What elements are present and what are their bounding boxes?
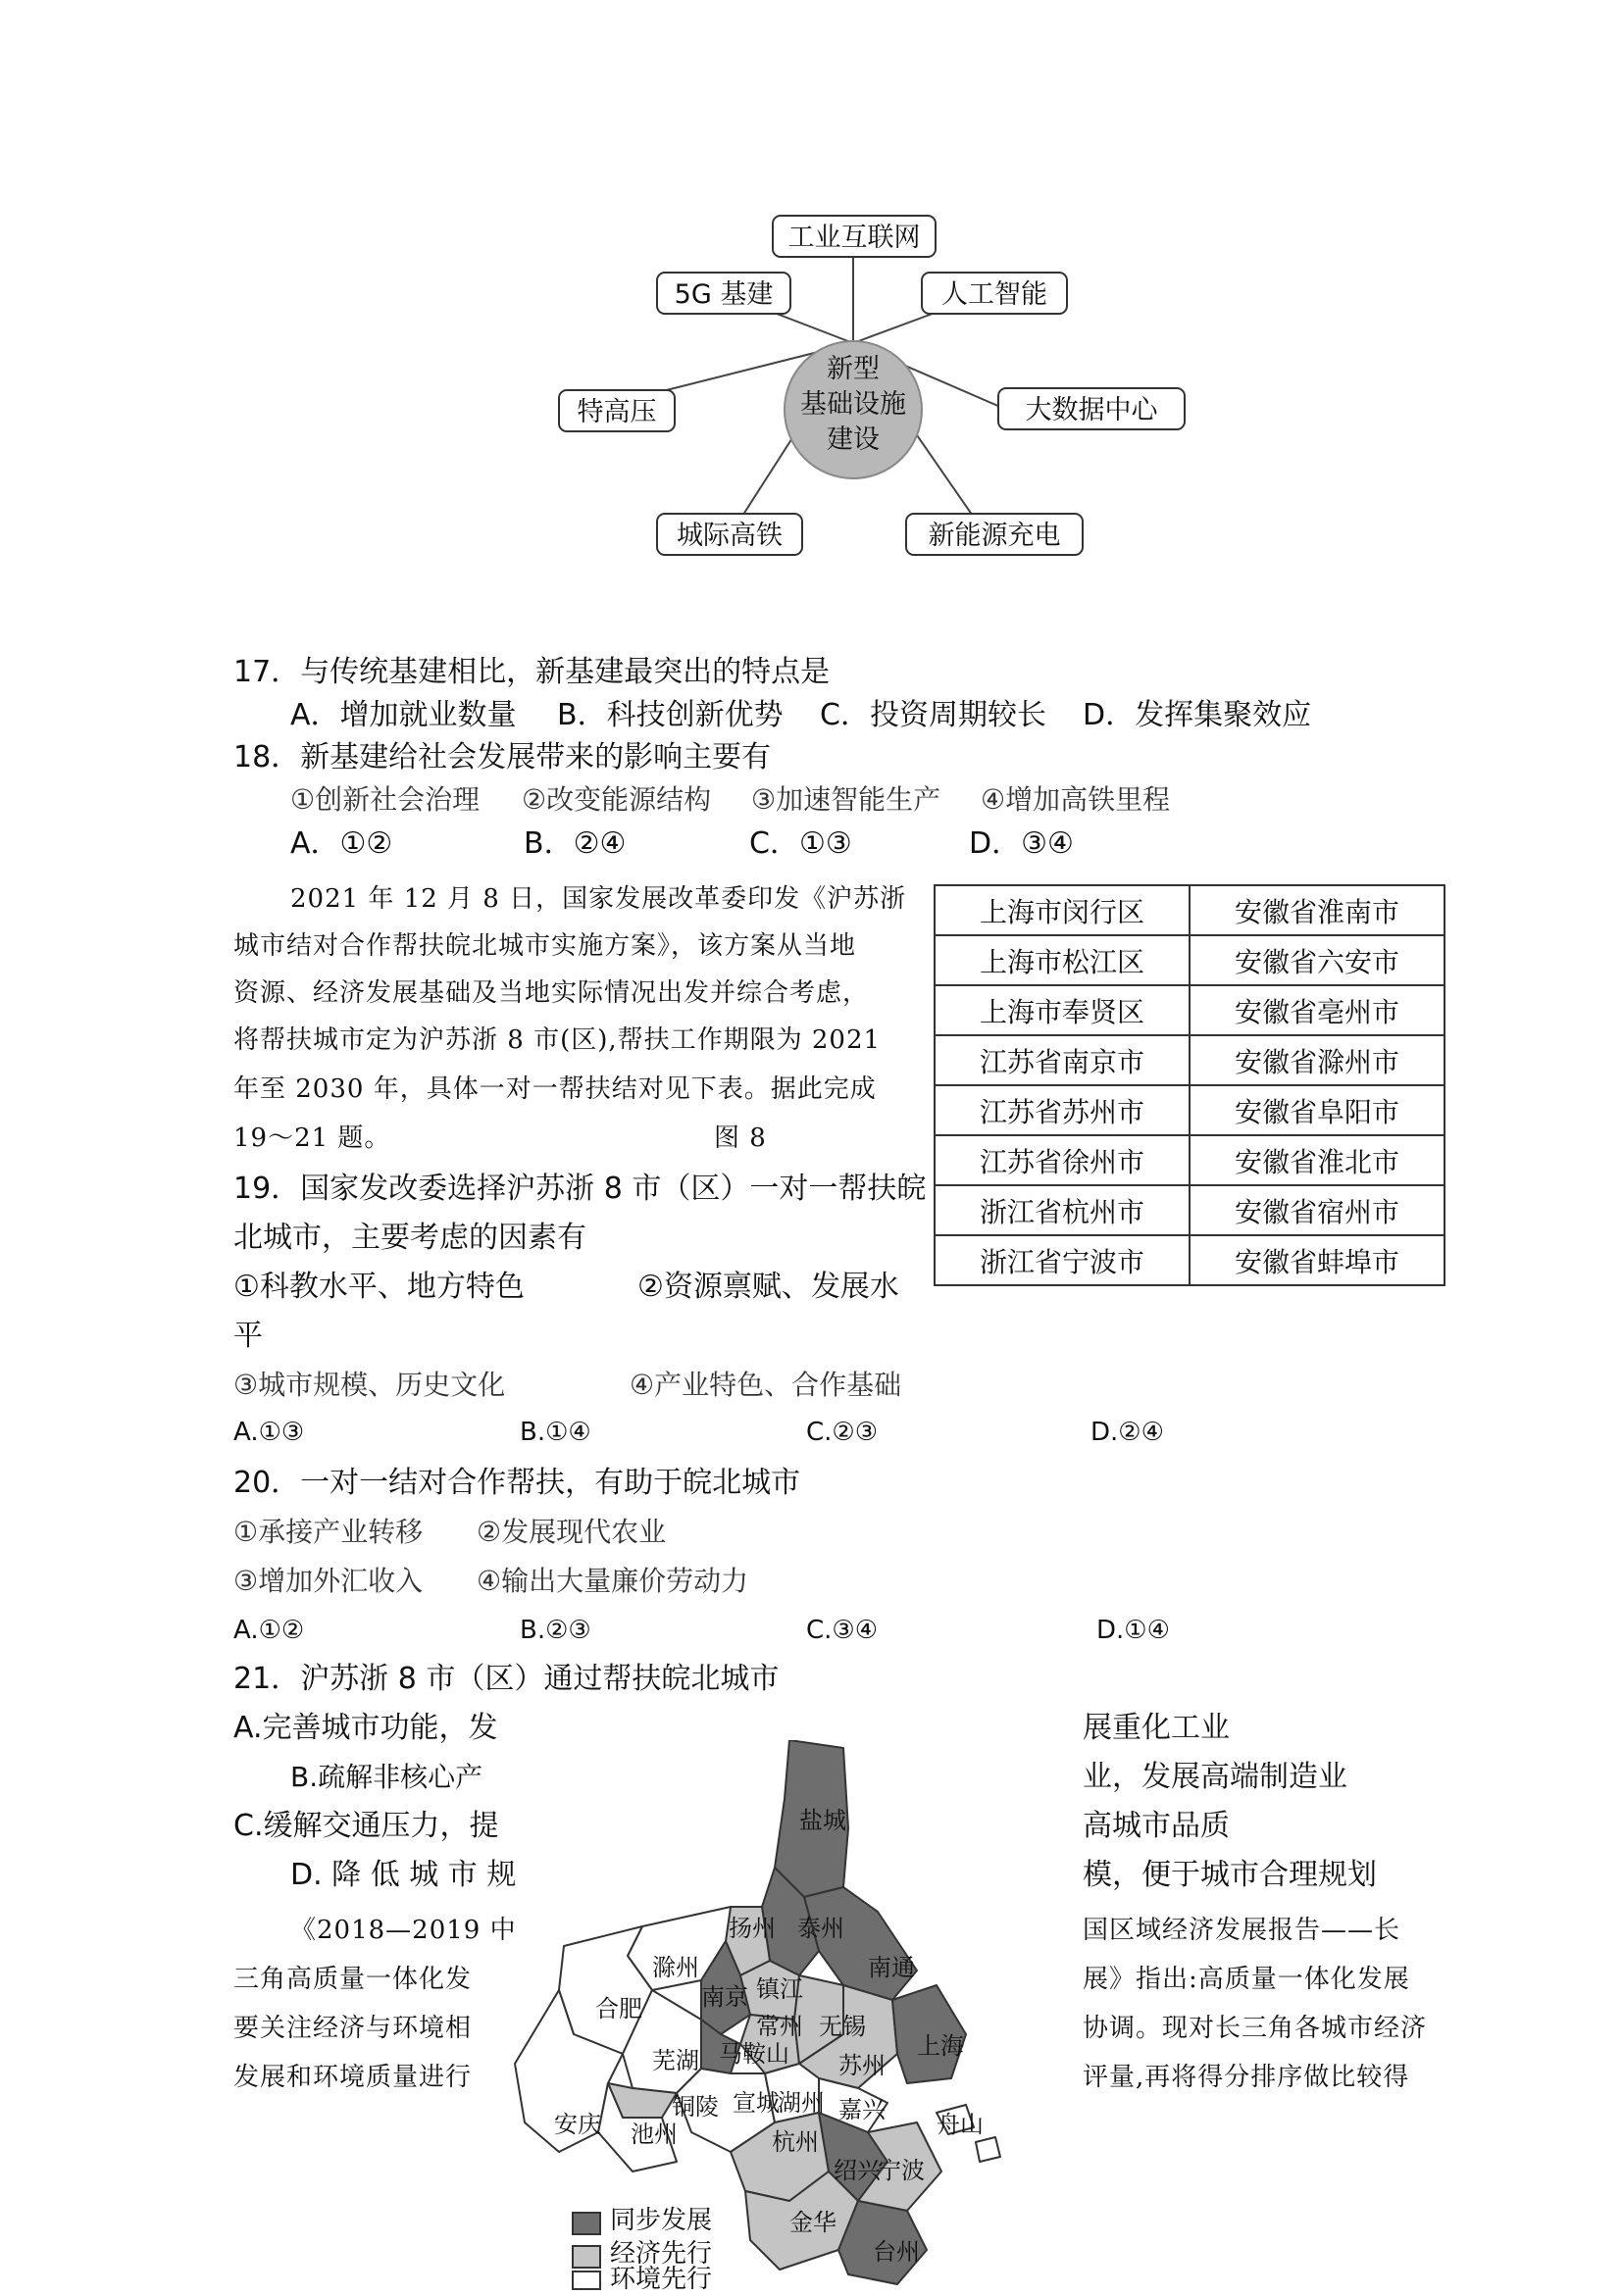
map-city-label: 扬州	[729, 1915, 776, 1942]
table-cell: 安徽省亳州市	[1190, 985, 1445, 1035]
q19-item-4: ④产业特色、合作基础	[630, 1369, 902, 1401]
passage2-line: 展》指出:高质量一体化发展	[1083, 1965, 1410, 1994]
diagram-node: 城际高铁	[677, 521, 783, 551]
table-cell: 安徽省六安市	[1190, 935, 1445, 985]
map-city-label: 绍兴	[834, 2157, 881, 2184]
diagram-node: 5G 基建	[674, 279, 774, 310]
q20-option-a[interactable]: A.①②	[233, 1616, 305, 1645]
q21-option-a-cont: 展重化工业	[1083, 1711, 1230, 1745]
q20-item-4: ④输出大量廉价劳动力	[477, 1565, 749, 1597]
q20-stem: 20．一对一结对合作帮扶，有助于皖北城市	[233, 1466, 801, 1500]
q18-option-c[interactable]: C．①③	[749, 826, 852, 861]
q21-stem: 21．沪苏浙 8 市（区）通过帮扶皖北城市	[233, 1662, 780, 1696]
diagram-node: 新能源充电	[928, 521, 1061, 551]
table-cell: 浙江省宁波市	[935, 1235, 1190, 1285]
q18-item-2: ②改变能源结构	[522, 783, 712, 816]
table-cell: 江苏省南京市	[935, 1035, 1190, 1085]
passage2-line: 要关注经济与环境相	[233, 2014, 473, 2043]
table-row	[935, 1035, 1445, 1085]
legend-swatch-sync	[572, 2212, 601, 2235]
map-city-label: 杭州	[772, 2128, 819, 2156]
map-city-label: 芜湖	[652, 2047, 699, 2074]
q20-item-2: ②发展现代农业	[477, 1516, 667, 1548]
q17-option-b[interactable]: B．科技创新优势	[557, 698, 784, 732]
q18-item-3: ③加速智能生产	[751, 783, 941, 816]
passage2-line: 评量,再将得分排序做比较得	[1083, 2063, 1410, 2092]
q18-item-1: ①创新社会治理	[290, 783, 481, 816]
pairing-table	[934, 884, 1445, 1286]
table-cell: 安徽省阜阳市	[1190, 1085, 1445, 1135]
diagram-node: 工业互联网	[787, 223, 921, 253]
center-text: 建设	[827, 424, 880, 455]
passage1-line: 19～21 题。	[233, 1123, 391, 1153]
table-cell: 安徽省宿州市	[1190, 1185, 1445, 1235]
map-city-label: 泰州	[797, 1915, 844, 1942]
passage1-line: 2021 年 12 月 8 日，国家发展改革委印发《沪苏浙	[290, 884, 907, 914]
map-city-label: 金华	[789, 2209, 836, 2236]
table-cell: 浙江省杭州市	[935, 1185, 1190, 1235]
map-city-label: 无锡	[819, 2013, 866, 2040]
q20-option-c[interactable]: C.③④	[806, 1616, 879, 1645]
q19-stem-cont: 北城市，主要考虑的因素有	[233, 1221, 586, 1255]
passage1-line: 将帮扶城市定为沪苏浙 8 市(区),帮扶工作期限为 2021	[233, 1025, 882, 1055]
center-text: 新型	[827, 354, 880, 384]
q19-option-b[interactable]: B.①④	[520, 1418, 591, 1447]
q21-option-d[interactable]: D. 降 低 城 市 规	[290, 1858, 517, 1892]
map-city-label: 台州	[873, 2238, 920, 2266]
map-city-label: 镇江	[756, 1975, 803, 2003]
diagram-node: 人工智能	[941, 279, 1047, 310]
q18-item-4: ④增加高铁里程	[981, 783, 1171, 816]
q18-option-b[interactable]: B．②④	[524, 826, 627, 861]
q19-item-2: ②资源禀赋、发展水	[637, 1270, 899, 1304]
passage2-line: 《2018—2019 中	[290, 1916, 517, 1945]
q19-option-a[interactable]: A.①③	[233, 1418, 305, 1447]
table-cell: 安徽省滁州市	[1190, 1035, 1445, 1085]
map-city-label: 池州	[631, 2121, 678, 2148]
q19-item-3: ③城市规模、历史文化	[233, 1369, 506, 1401]
table-cell: 江苏省苏州市	[935, 1085, 1190, 1135]
q19-item-2-cont: 平	[233, 1319, 263, 1353]
q18-option-a[interactable]: A．①②	[290, 826, 393, 861]
q21-option-d-cont: 模，便于城市合理规划	[1083, 1858, 1377, 1892]
q17-stem: 17．与传统基建相比，新基建最突出的特点是	[233, 655, 831, 689]
q17-option-d[interactable]: D．发挥集聚效应	[1083, 698, 1312, 732]
legend-label: 同步发展	[610, 2206, 713, 2235]
legend-label: 经济先行	[610, 2239, 713, 2269]
q21-option-b[interactable]: B.疏解非核心产	[290, 1761, 483, 1793]
legend-swatch-env	[572, 2271, 601, 2290]
passage1-line: 城市结对合作帮扶皖北城市实施方案》，该方案从当地	[233, 931, 857, 961]
table-cell: 上海市松江区	[935, 935, 1190, 985]
map-city-label: 合肥	[595, 1995, 642, 2022]
new-infrastructure-diagram	[530, 196, 1236, 578]
table-row	[935, 1235, 1445, 1285]
table-row	[935, 1135, 1445, 1185]
q20-option-d[interactable]: D.①④	[1096, 1616, 1170, 1645]
map-city-label: 南京	[701, 1983, 748, 2011]
q19-option-c[interactable]: C.②③	[806, 1418, 879, 1447]
table-cell: 安徽省淮北市	[1190, 1135, 1445, 1185]
q17-option-a[interactable]: A．增加就业数量	[290, 698, 517, 732]
map-city-label: 铜陵	[672, 2093, 719, 2121]
diagram-node: 特高压	[577, 397, 657, 427]
table-row	[935, 1085, 1445, 1135]
q19-item-1: ①科教水平、地方特色	[233, 1270, 525, 1304]
map-city-label: 马鞍山	[719, 2040, 789, 2068]
map-city-label: 嘉兴	[838, 2096, 886, 2123]
legend-swatch-econ	[572, 2245, 601, 2269]
passage2-line: 协调。现对长三角各城市经济	[1083, 2014, 1428, 2043]
table-cell: 安徽省淮南市	[1190, 885, 1445, 935]
map-city-label: 苏州	[838, 2052, 886, 2079]
q19-option-d[interactable]: D.②④	[1090, 1418, 1164, 1447]
q21-option-c-cont: 高城市品质	[1083, 1809, 1230, 1843]
figure-label: 图 8	[714, 1123, 767, 1153]
passage2-line: 三角高质量一体化发	[233, 1965, 473, 1994]
passage1-line: 资源、经济发展基础及当地实际情况出发并综合考虑，	[233, 978, 870, 1008]
q21-option-a[interactable]: A.完善城市功能，发	[233, 1711, 498, 1745]
passage2-line: 国区域经济发展报告——长	[1083, 1916, 1401, 1945]
map-city-label: 常州	[756, 2013, 803, 2040]
map-city-label: 滁州	[652, 1954, 699, 1981]
legend-label: 环境先行	[610, 2265, 713, 2294]
q20-option-b[interactable]: B.②③	[520, 1616, 591, 1645]
q17-option-c[interactable]: C．投资周期较长	[820, 698, 1046, 732]
q20-item-1: ①承接产业转移	[233, 1516, 424, 1548]
q19-stem: 19．国家发改委选择沪苏浙 8 市（区）一对一帮扶皖	[233, 1172, 927, 1206]
table-row	[935, 985, 1445, 1035]
q18-stem: 18．新基建给社会发展带来的影响主要有	[233, 740, 772, 774]
map-city-label: 宣城	[733, 2089, 780, 2117]
q20-item-3: ③增加外汇收入	[233, 1565, 424, 1597]
map-city-label: 盐城	[799, 1807, 846, 1834]
map-city-label: 宁波	[878, 2157, 925, 2184]
q18-option-d[interactable]: D．③④	[969, 826, 1074, 861]
table-row	[935, 885, 1445, 935]
table-cell: 江苏省徐州市	[935, 1135, 1190, 1185]
table-cell: 上海市闵行区	[935, 885, 1190, 935]
map-city-label: 舟山	[937, 2111, 984, 2138]
table-cell: 安徽省蚌埠市	[1190, 1235, 1445, 1285]
map-city-label: 上海	[917, 2032, 964, 2060]
table-cell: 上海市奉贤区	[935, 985, 1190, 1035]
q21-option-c[interactable]: C.缓解交通压力，提	[233, 1809, 499, 1843]
center-text: 基础设施	[800, 389, 906, 420]
table-row	[935, 935, 1445, 985]
diagram-node: 大数据中心	[1025, 395, 1158, 425]
passage1-line: 年至 2030 年，具体一对一帮扶结对见下表。据此完成	[233, 1074, 877, 1104]
map-city-label: 南通	[868, 1954, 915, 1981]
map-city-label: 湖州	[778, 2089, 825, 2117]
map-city-label: 安庆	[554, 2111, 601, 2138]
q21-option-b-cont: 业，发展高端制造业	[1083, 1760, 1347, 1794]
table-row	[935, 1185, 1445, 1235]
passage2-line: 发展和环境质量进行	[233, 2063, 473, 2092]
yangtze-delta-map	[505, 1740, 1074, 2289]
